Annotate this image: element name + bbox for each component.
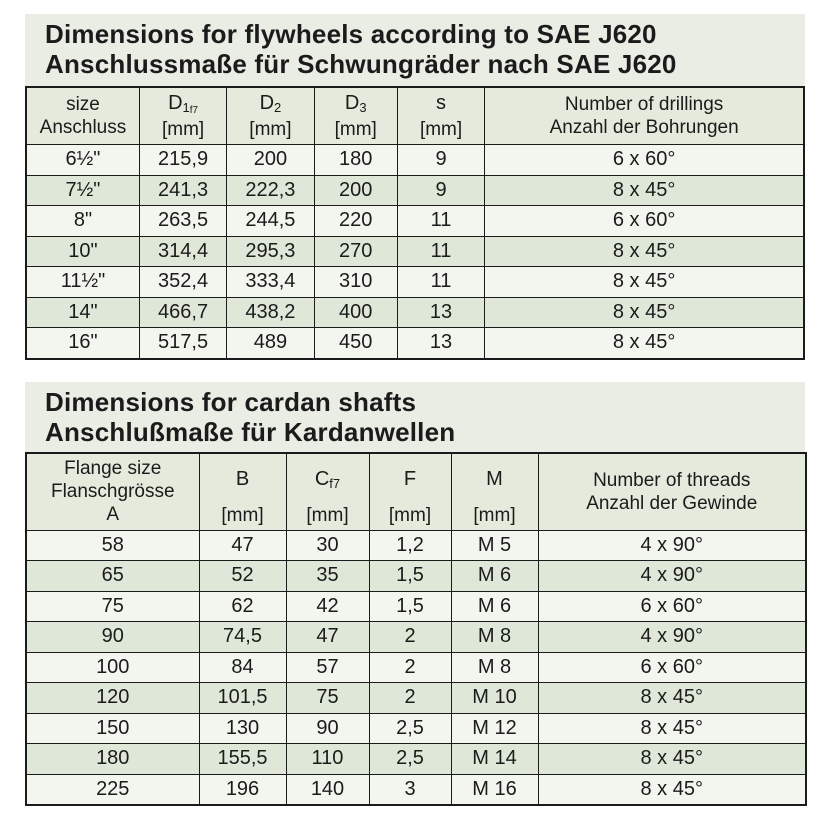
cardan-section-title <box>25 382 805 452</box>
table-cell: 180 <box>314 145 397 176</box>
col-header-f-symbol: F <box>403 467 417 490</box>
col-header-size-de: Anschluss <box>39 117 127 138</box>
table-row <box>26 236 804 267</box>
col-header-drillings-en: Number of drillings <box>564 94 724 115</box>
table-cell: 130 <box>199 713 286 744</box>
table-cell: 8 x 45° <box>485 236 804 267</box>
col-header-flange-de: Flanschgrösse <box>50 481 175 502</box>
table-cell: 75 <box>286 683 369 714</box>
table-cell: M 8 <box>451 652 538 683</box>
col-header-threads-de: Anzahl der Gewinde <box>586 492 758 514</box>
col-header-threads-en: Number of threads <box>593 469 751 491</box>
cardan-title-german: Anschlußmaße für Kardanwellen <box>45 416 456 447</box>
table-cell: 352,4 <box>139 267 226 298</box>
cardan-header-row <box>26 453 806 531</box>
table-row <box>26 713 806 744</box>
table-cell: 295,3 <box>227 236 314 267</box>
table-cell: 84 <box>199 652 286 683</box>
table-row <box>26 530 806 561</box>
col-header-flange-size <box>26 453 199 531</box>
table-cell: 6 x 60° <box>485 145 804 176</box>
flywheel-section <box>25 14 805 360</box>
table-cell: 450 <box>314 328 397 359</box>
flywheel-section-title <box>25 14 805 86</box>
table-cell: 75 <box>26 591 199 622</box>
col-header-d2-unit: [mm] <box>249 119 292 140</box>
table-cell: 9 <box>397 175 484 206</box>
table-row <box>26 561 806 592</box>
table-cell: 2,5 <box>369 744 451 775</box>
table-cell: M 14 <box>451 744 538 775</box>
table-cell: 11½" <box>26 267 139 298</box>
table-cell: 74,5 <box>199 622 286 653</box>
table-cell: 4 x 90° <box>538 530 806 561</box>
table-cell: 222,3 <box>227 175 314 206</box>
table-cell: 200 <box>314 175 397 206</box>
table-row <box>26 683 806 714</box>
table-cell: 10" <box>26 236 139 267</box>
table-cell: 220 <box>314 206 397 237</box>
table-row <box>26 622 806 653</box>
table-cell: 2 <box>369 652 451 683</box>
col-header-size-en: size <box>66 94 100 115</box>
table-cell: M 6 <box>451 591 538 622</box>
table-cell: M 12 <box>451 713 538 744</box>
table-cell: 200 <box>227 145 314 176</box>
col-header-m-unit: [mm] <box>473 504 516 526</box>
table-row <box>26 297 804 328</box>
cardan-section <box>25 382 805 807</box>
table-cell: 11 <box>397 267 484 298</box>
col-header-size <box>26 87 139 145</box>
col-header-flange-a: A <box>106 504 120 525</box>
table-row <box>26 744 806 775</box>
table-cell: 62 <box>199 591 286 622</box>
table-cell: 35 <box>286 561 369 592</box>
table-row <box>26 774 806 805</box>
table-cell: 65 <box>26 561 199 592</box>
table-cell: 310 <box>314 267 397 298</box>
table-cell: 6 x 60° <box>538 652 806 683</box>
cardan-table-head <box>26 453 806 531</box>
flywheel-header-row <box>26 87 804 145</box>
table-row <box>26 591 806 622</box>
col-header-b <box>199 453 286 531</box>
table-cell: 3 <box>369 774 451 805</box>
table-cell: 517,5 <box>139 328 226 359</box>
table-cell: 489 <box>227 328 314 359</box>
table-cell: 42 <box>286 591 369 622</box>
table-cell: 14" <box>26 297 139 328</box>
col-header-s <box>397 87 484 145</box>
table-cell: 466,7 <box>139 297 226 328</box>
col-header-m-symbol: M <box>486 467 503 490</box>
table-cell: 6 x 60° <box>538 591 806 622</box>
table-cell: 11 <box>397 236 484 267</box>
cardan-title-english: Dimensions for cardan shafts <box>45 386 417 417</box>
table-cell: 8 x 45° <box>538 744 806 775</box>
table-cell: 7½" <box>26 175 139 206</box>
table-cell: 8 x 45° <box>485 267 804 298</box>
table-cell: 8 x 45° <box>538 774 806 805</box>
table-cell: 8 x 45° <box>485 175 804 206</box>
table-cell: 4 x 90° <box>538 561 806 592</box>
table-cell: 400 <box>314 297 397 328</box>
table-cell: 13 <box>397 297 484 328</box>
col-header-d1f7-unit: [mm] <box>161 119 205 140</box>
col-header-d3 <box>314 87 397 145</box>
table-row <box>26 175 804 206</box>
col-header-flange-en: Flange size <box>64 458 162 479</box>
table-cell: M 10 <box>451 683 538 714</box>
col-header-cf7 <box>286 453 369 531</box>
table-cell: 8 x 45° <box>485 328 804 359</box>
table-cell: 120 <box>26 683 199 714</box>
flywheel-table-body <box>26 145 804 359</box>
flywheel-title-english: Dimensions for flywheels according to SAE J620 <box>45 19 657 49</box>
table-cell: M 6 <box>451 561 538 592</box>
table-cell: 180 <box>26 744 199 775</box>
table-row <box>26 145 804 176</box>
table-cell: 150 <box>26 713 199 744</box>
table-row <box>26 267 804 298</box>
table-cell: 8 x 45° <box>538 683 806 714</box>
col-header-d1f7 <box>139 87 226 145</box>
table-cell: 1,5 <box>369 561 451 592</box>
table-cell: 270 <box>314 236 397 267</box>
col-header-d2-symbol: D 2 <box>259 92 282 115</box>
table-cell: 2 <box>369 622 451 653</box>
table-cell: 90 <box>286 713 369 744</box>
flywheel-table-head <box>26 87 804 145</box>
table-cell: 90 <box>26 622 199 653</box>
table-cell: 241,3 <box>139 175 226 206</box>
table-row <box>26 652 806 683</box>
table-cell: 155,5 <box>199 744 286 775</box>
col-header-b-unit: [mm] <box>221 504 264 526</box>
col-header-threads <box>538 453 806 531</box>
table-cell: 196 <box>199 774 286 805</box>
col-header-drillings-de: Anzahl der Bohrungen <box>549 117 739 138</box>
flywheel-title-german: Anschlussmaße für Schwungräder nach SAE J620 <box>45 49 677 79</box>
col-header-f-unit: [mm] <box>388 504 432 526</box>
table-cell: 1,2 <box>369 530 451 561</box>
col-header-f <box>369 453 451 531</box>
col-header-d3-symbol: D 3 <box>344 92 367 115</box>
table-cell: M 5 <box>451 530 538 561</box>
table-cell: 9 <box>397 145 484 176</box>
col-header-s-symbol: s <box>436 92 447 114</box>
table-cell: 215,9 <box>139 145 226 176</box>
table-cell: 263,5 <box>139 206 226 237</box>
table-cell: 6 x 60° <box>485 206 804 237</box>
table-cell: 225 <box>26 774 199 805</box>
col-header-cf7-symbol: C f7 <box>314 467 341 491</box>
table-cell: 100 <box>26 652 199 683</box>
col-header-s-unit: [mm] <box>419 119 463 140</box>
table-cell: 30 <box>286 530 369 561</box>
table-cell: 140 <box>286 774 369 805</box>
table-cell: 314,4 <box>139 236 226 267</box>
table-cell: 8" <box>26 206 139 237</box>
col-header-cf7-unit: [mm] <box>306 504 349 526</box>
table-cell: 47 <box>286 622 369 653</box>
table-cell: 101,5 <box>199 683 286 714</box>
table-cell: 11 <box>397 206 484 237</box>
table-cell: 6½" <box>26 145 139 176</box>
table-cell: M 16 <box>451 774 538 805</box>
table-cell: 244,5 <box>227 206 314 237</box>
table-cell: 2,5 <box>369 713 451 744</box>
table-cell: 438,2 <box>227 297 314 328</box>
table-cell: 16" <box>26 328 139 359</box>
table-cell: 1,5 <box>369 591 451 622</box>
cardan-table <box>25 452 807 807</box>
table-cell: M 8 <box>451 622 538 653</box>
col-header-d3-unit: [mm] <box>334 119 377 140</box>
table-cell: 58 <box>26 530 199 561</box>
table-cell: 2 <box>369 683 451 714</box>
col-header-m <box>451 453 538 531</box>
table-cell: 47 <box>199 530 286 561</box>
table-cell: 52 <box>199 561 286 592</box>
table-cell: 333,4 <box>227 267 314 298</box>
table-cell: 8 x 45° <box>485 297 804 328</box>
col-header-b-symbol: B <box>235 467 250 490</box>
table-cell: 13 <box>397 328 484 359</box>
col-header-d1f7-symbol: D 1 f7 <box>168 92 199 116</box>
table-cell: 4 x 90° <box>538 622 806 653</box>
table-cell: 110 <box>286 744 369 775</box>
table-cell: 8 x 45° <box>538 713 806 744</box>
col-header-d2 <box>227 87 314 145</box>
col-header-drillings <box>485 87 804 145</box>
table-cell: 57 <box>286 652 369 683</box>
table-row <box>26 206 804 237</box>
table-row <box>26 328 804 359</box>
flywheel-table <box>25 86 805 360</box>
cardan-table-body <box>26 530 806 805</box>
